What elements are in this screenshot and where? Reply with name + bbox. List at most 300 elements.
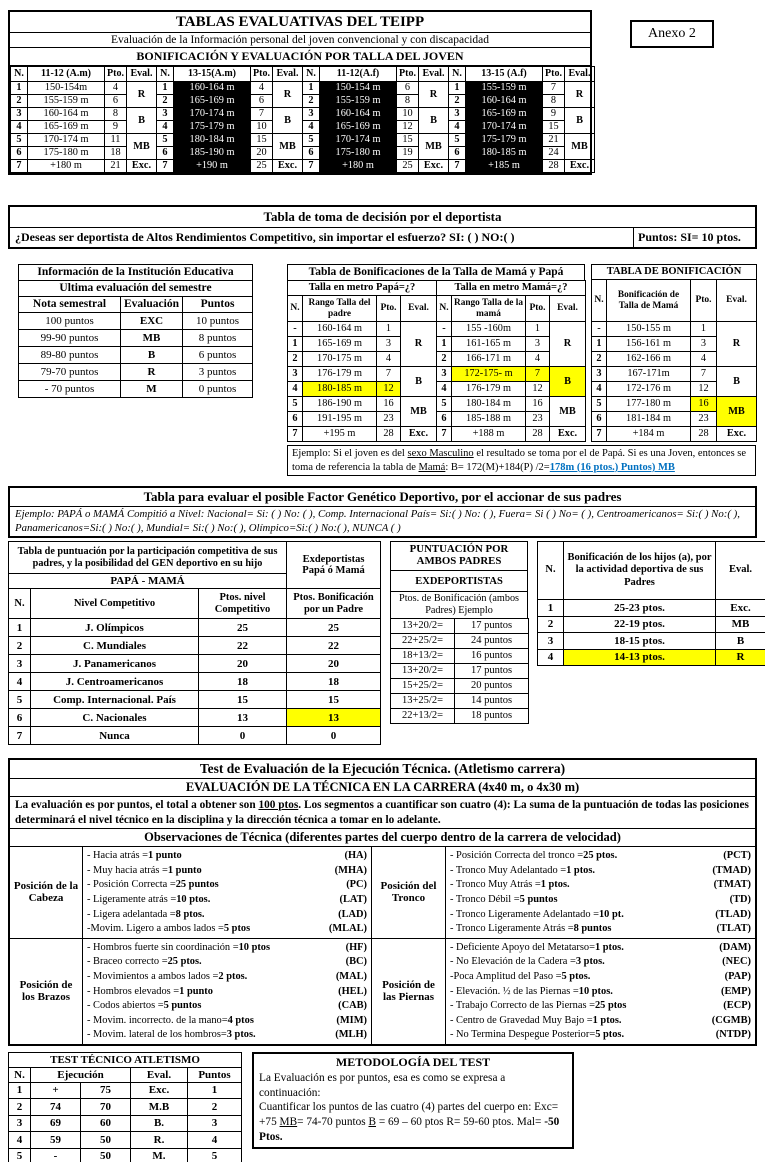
- cell-eval: R: [565, 82, 595, 108]
- cell-t: - No Elevación de la Cadera =: [450, 956, 576, 968]
- cell-t: - No Termina Despegue Posterior=: [450, 1029, 596, 1041]
- cell-n: 3: [437, 367, 452, 382]
- col-n: N.: [437, 296, 452, 322]
- cell-n: 5: [437, 397, 452, 412]
- cell-n: 2: [538, 616, 564, 633]
- cell-pto: 4: [377, 352, 401, 367]
- table-row: [9, 655, 381, 673]
- cell-n: 5: [11, 134, 28, 147]
- table-row: [288, 322, 437, 337]
- header-row: [19, 297, 253, 313]
- table-row: [449, 108, 595, 121]
- institution-title: Información de la Institución Educativa: [19, 265, 253, 281]
- label-posicion-brazos: Posición de los Brazos: [10, 939, 83, 1044]
- cell-pto: 7: [251, 108, 273, 121]
- cell-range: 185-188 m: [452, 412, 526, 427]
- institution-subtitle: Ultima evaluación del semestre: [19, 281, 253, 297]
- technique-item: [450, 849, 751, 864]
- cell-pto: 23: [377, 412, 401, 427]
- cell-eval: R: [127, 82, 157, 108]
- test-intro: [10, 797, 755, 829]
- cell-eval: R: [273, 82, 303, 108]
- label-posicion-piernas: Posición de las Piernas: [372, 939, 446, 1044]
- cell-p: 2: [188, 1099, 242, 1116]
- table-row: [592, 367, 757, 382]
- cell-range: 191-195 m: [303, 412, 377, 427]
- cell-c: (BC): [345, 956, 367, 968]
- cell-pto: 11: [105, 134, 127, 147]
- participacion-padres-table: [8, 541, 381, 745]
- col-n: N.: [9, 589, 31, 619]
- header-row: [288, 296, 437, 322]
- cell-n: 4: [11, 121, 28, 134]
- cell-pto: 15: [397, 134, 419, 147]
- cell-n: 1: [437, 337, 452, 352]
- cell-n: 5: [288, 397, 303, 412]
- factor-genetico-section: [8, 486, 757, 745]
- col-ptos-bonificacion: Ptos. Bonificación por un Padre: [287, 589, 381, 619]
- col-age: 11-12(A.f): [320, 67, 397, 82]
- cell-n: 1: [9, 1082, 31, 1099]
- col-n: N.: [538, 542, 564, 600]
- cell-pto: 8: [397, 95, 419, 108]
- cell-t: - Posición Correcta =: [87, 879, 176, 891]
- metodologia-text: [254, 1071, 572, 1144]
- cell-t: - Hombros elevados =: [87, 985, 180, 997]
- cell-n: 2: [592, 352, 607, 367]
- cell-c: (PAP): [724, 970, 751, 982]
- cell-n: -: [288, 322, 303, 337]
- cell-f: 13+20/2=: [391, 664, 455, 679]
- header-row: [538, 542, 765, 600]
- cell-b: 1 ptos.: [566, 864, 595, 876]
- factor-genetico-example: Ejemplo: PAPÁ o MAMÁ Compitió a Nivel: Nacional= Si: ( ) No: ( ), Comp. Internacional País= Si:( ) No: ( ), Fuera= Si ( ) No= ( ), Centroamericanos= Si:( ) No:( ), Panamericanos=Si:( ) No:( ), Mundial= Si:( ) No:( ), Olímpico=Si:( ) No:( ), NUNCA ( ): [8, 507, 757, 538]
- col-n: N.: [9, 1067, 31, 1082]
- cell-n: 3: [303, 108, 320, 121]
- cell-n: 1: [288, 337, 303, 352]
- cell-pto: 7: [377, 367, 401, 382]
- decision-section: [8, 205, 757, 249]
- cell-range: 160-164 m: [303, 322, 377, 337]
- cell-pto: 24: [543, 147, 565, 160]
- table-row: [288, 397, 437, 412]
- cell-n: 4: [437, 382, 452, 397]
- cell-nivel: C. Nacionales: [31, 709, 199, 727]
- table-row: [157, 82, 303, 95]
- cell-n: 4: [9, 673, 31, 691]
- cell-pto: 19: [397, 147, 419, 160]
- cell-pto: 18: [105, 147, 127, 160]
- cell-n: 3: [288, 367, 303, 382]
- cell-r: 18 puntos: [455, 709, 529, 724]
- cell-pto: 10: [397, 108, 419, 121]
- items-cabeza: [83, 847, 372, 939]
- cell-n: 3: [9, 655, 31, 673]
- talla-band-title: BONIFICACIÓN Y EVALUACIÓN POR TALLA DEL JOVEN: [10, 48, 590, 66]
- cell-f: 18+13/2=: [391, 649, 455, 664]
- table-row: [538, 649, 765, 666]
- cell-n: 2: [437, 352, 452, 367]
- metodologia-title: METODOLOGÍA DEL TEST: [335, 1054, 491, 1069]
- teipp-tables-box: [8, 10, 592, 175]
- cell-eval: MB: [419, 134, 449, 160]
- technique-item: [87, 985, 367, 1000]
- cell-range: 170-174 m: [174, 108, 251, 121]
- cell-n: 1: [592, 337, 607, 352]
- cell-n: 3: [592, 367, 607, 382]
- cell-b: 8 ptos.: [175, 908, 205, 920]
- cell-b: 1 ptos.: [540, 879, 570, 891]
- cell-puntos: 8 puntos: [183, 330, 253, 347]
- cell-t: - Movim. lateral de los hombros=: [87, 1029, 227, 1041]
- label-posicion-tronco: Posición del Tronco: [372, 847, 446, 939]
- cell-pto: 6: [251, 95, 273, 108]
- cell-eval: B: [273, 108, 303, 134]
- cell-range: 176-179 m: [303, 367, 377, 382]
- table-row: [288, 367, 437, 382]
- cell-e2: 50: [81, 1132, 131, 1149]
- cell-range: 156-161 m: [607, 337, 691, 352]
- table-row: [437, 397, 586, 412]
- cell-p2: 25: [287, 619, 381, 637]
- cell-n: 6: [592, 412, 607, 427]
- table-row: [11, 108, 157, 121]
- cell-eval: Exc.: [550, 427, 586, 442]
- cell-n: 2: [303, 95, 320, 108]
- col-pto: Pto.: [691, 280, 717, 322]
- cell-pto: 1: [377, 322, 401, 337]
- cell-pto: 3: [526, 337, 550, 352]
- cell-range: 180-184 m: [452, 397, 526, 412]
- title-row: [288, 281, 437, 296]
- col-nivel: Nivel Competitivo: [31, 589, 199, 619]
- test-tecnico-title: TEST TÉCNICO ATLETISMO: [9, 1052, 242, 1067]
- col-bonificacion-hijos: Bonificación de los hijos (a), por la actividad deportiva de sus Padres: [564, 542, 716, 600]
- cell-pto: 25: [251, 160, 273, 173]
- table-row: [157, 134, 303, 147]
- cell-r: 24 puntos: [455, 634, 529, 649]
- cell-n: 3: [9, 1115, 31, 1132]
- bonificaciones-section: [8, 264, 757, 476]
- bonificacion-hijos-table: [537, 541, 765, 666]
- cell-n: 5: [449, 134, 466, 147]
- table-row: [592, 322, 757, 337]
- cell-n: 7: [11, 160, 28, 173]
- table-row: [538, 600, 765, 617]
- talla-table-11-12-masc: [10, 66, 157, 173]
- cell-range: 155 -160m: [452, 322, 526, 337]
- cell-n: 7: [157, 160, 174, 173]
- cell-eval: MB: [121, 330, 183, 347]
- cell-p: 5: [188, 1148, 242, 1162]
- cell-pto: 12: [691, 382, 717, 397]
- technique-item: [450, 864, 751, 879]
- cell-f: 22+25/2=: [391, 634, 455, 649]
- cell-eval: Exc.: [717, 427, 757, 442]
- exdeportistas-line1: Exdeportistas: [302, 553, 365, 565]
- col-n: N.: [11, 67, 28, 82]
- cell-n: 1: [11, 82, 28, 95]
- cell-p1: 15: [199, 691, 287, 709]
- cell-p1: 18: [199, 673, 287, 691]
- cell-range: 165-169 m: [466, 108, 543, 121]
- cell-p: 1: [188, 1082, 242, 1099]
- cell-eval: Exc.: [716, 600, 765, 617]
- cell-range: 170-174 m: [28, 134, 105, 147]
- cell-pto: 25: [397, 160, 419, 173]
- observaciones-title: Observaciones de Técnica (diferentes partes del cuerpo dentro de la carrera de velocidad): [10, 829, 755, 847]
- cell-n: 4: [592, 382, 607, 397]
- cell-b: 25 ptos.: [583, 850, 618, 862]
- ptos-bonificacion-label: Ptos. de Bonificación (ambos Padres) Ejemplo: [390, 591, 528, 619]
- cell-eval: B: [419, 108, 449, 134]
- cell-puntos: 10 puntos: [183, 313, 253, 330]
- col-n: N.: [303, 67, 320, 82]
- table-row: [391, 649, 529, 664]
- table-row: [9, 727, 381, 745]
- cell-pto: 12: [377, 382, 401, 397]
- cell-p2: 22: [287, 637, 381, 655]
- cell-range: 165-169 m: [303, 337, 377, 352]
- table-row: [538, 633, 765, 650]
- cell-pto: 16: [691, 397, 717, 412]
- cell-c: (ECP): [723, 1000, 751, 1012]
- papa-table-title: Talla en metro Papá=¿?: [288, 281, 437, 296]
- cell-b: 10 ptos: [238, 941, 271, 953]
- observaciones-grid: [10, 847, 755, 1044]
- cell-p2: 20: [287, 655, 381, 673]
- title-row: [19, 265, 253, 281]
- col-age: 13-15 (A.f): [466, 67, 543, 82]
- col-pto: Pto.: [105, 67, 127, 82]
- cell-t: - Codos abiertos =: [87, 1000, 164, 1012]
- cell-eval: B: [401, 367, 437, 397]
- talla-table-13-15-masc: [156, 66, 303, 173]
- cell-r: 16 puntos: [455, 649, 529, 664]
- col-n: N.: [592, 280, 607, 322]
- cell-puntos: 6 puntos: [183, 347, 253, 364]
- cell-range: +185 m: [466, 160, 543, 173]
- cell-eval: R: [550, 322, 586, 367]
- decision-row: [10, 228, 755, 247]
- cell-eval: MB: [565, 134, 595, 160]
- col-ejecucion: Ejecución: [31, 1067, 131, 1082]
- cell-range: 170-174 m: [466, 121, 543, 134]
- cell-eval: MB: [273, 134, 303, 160]
- table-row: [437, 427, 586, 442]
- cell-b: 2 ptos.: [218, 970, 248, 982]
- cell-pto: 4: [105, 82, 127, 95]
- technique-item: [87, 999, 367, 1014]
- cell-pto: 6: [105, 95, 127, 108]
- col-eval: Eval.: [717, 280, 757, 322]
- table-row: [157, 108, 303, 121]
- cell-range: 150-155 m: [607, 322, 691, 337]
- cell-range: +190 m: [174, 160, 251, 173]
- exdeportistas-line2: Papá ó Mamá: [302, 565, 365, 577]
- anexo-label: Anexo 2: [630, 20, 714, 48]
- cell-range: 175-180 m: [28, 147, 105, 160]
- papa-mama-label: PAPÁ - MAMÁ: [9, 574, 287, 589]
- cell-b: 25 ptos: [594, 1000, 627, 1012]
- cell-range: 150-154m: [28, 82, 105, 95]
- example-text-sexo: sexo Masculino: [407, 448, 474, 459]
- institution-block: [18, 264, 253, 398]
- cell-c: (TLAD): [715, 908, 751, 920]
- cell-boni: 18-15 ptos.: [564, 633, 716, 650]
- cell-b: 1 punto: [167, 864, 202, 876]
- header-row: [11, 67, 157, 82]
- cell-range: 155-159 m: [320, 95, 397, 108]
- cell-pto: 16: [377, 397, 401, 412]
- tabla-bonificacion: [591, 264, 757, 442]
- col-eval: Eval.: [273, 67, 303, 82]
- cell-p2: 13: [287, 709, 381, 727]
- cell-range: 160-164 m: [320, 108, 397, 121]
- col-eval: Eval.: [401, 296, 437, 322]
- cell-p1: 0: [199, 727, 287, 745]
- table-row: [538, 616, 765, 633]
- cell-eval: B: [127, 108, 157, 134]
- cell-n: 3: [11, 108, 28, 121]
- cell-c: (TMAT): [713, 879, 751, 891]
- cell-range: 155-159 m: [466, 82, 543, 95]
- cell-p1: 22: [199, 637, 287, 655]
- col-pto: Pto.: [526, 296, 550, 322]
- table-row: [303, 82, 449, 95]
- cell-pto: 7: [691, 367, 717, 382]
- table-row: [449, 82, 595, 95]
- mama-table-title: Talla en metro Mamá=¿?: [437, 281, 586, 296]
- cell-eval: B: [716, 633, 765, 650]
- table-row: [9, 1115, 242, 1132]
- col-eval: Eval.: [419, 67, 449, 82]
- bonificaciones-title: Tabla de Bonificaciones de la Talla de Mamá y Papá: [287, 264, 585, 280]
- cell-pto: 8: [543, 95, 565, 108]
- cell-puntos: 3 puntos: [183, 364, 253, 381]
- cell-range: 160-164 m: [466, 95, 543, 108]
- header-row: [449, 67, 595, 82]
- talla-tables: [10, 66, 590, 173]
- col-eval: Eval.: [131, 1067, 188, 1082]
- cell-n: 5: [9, 1148, 31, 1162]
- cell-p1: 20: [199, 655, 287, 673]
- cell-f: 13+20/2=: [391, 619, 455, 634]
- cell-eval: MB: [127, 134, 157, 160]
- table-row: [11, 82, 157, 95]
- cell-n: 6: [9, 709, 31, 727]
- cell-pto: 21: [105, 160, 127, 173]
- cell-r: 14 puntos: [455, 694, 529, 709]
- cell-n: 1: [303, 82, 320, 95]
- cell-eval: R: [121, 364, 183, 381]
- cell-pto: 9: [105, 121, 127, 134]
- cell-range: +188 m: [452, 427, 526, 442]
- cell-n: 7: [303, 160, 320, 173]
- cell-n: 7: [449, 160, 466, 173]
- cell-b: 10 pt.: [598, 908, 624, 920]
- cell-b: 5 puntos: [519, 893, 558, 905]
- decision-question: ¿Deseas ser deportista de Altos Rendimientos Competitivo, sin importar el esfuerzo? SI: ( ) NO:( ): [15, 230, 515, 244]
- table-row: [391, 679, 529, 694]
- table-row: [9, 1148, 242, 1162]
- cell-t: - Posición Correcta del tronco =: [450, 850, 584, 862]
- cell-range: 175-179 m: [174, 121, 251, 134]
- cell-t: - Ligera adelantada =: [87, 908, 176, 920]
- cell-eval: Exc.: [127, 160, 157, 173]
- col-eval: Eval.: [127, 67, 157, 82]
- cell-eval: B.: [131, 1115, 188, 1132]
- page-subtitle: Evaluación de la Información personal del joven convencional y con discapacidad: [10, 33, 590, 48]
- cell-b: 10 ptos.: [176, 893, 211, 905]
- cell-eval: Exc.: [401, 427, 437, 442]
- col-pto: Pto.: [377, 296, 401, 322]
- cell-c: (PCT): [723, 850, 751, 862]
- cell-b: 25 puntos: [175, 879, 219, 891]
- table-row: [391, 634, 529, 649]
- cell-range: 180-184 m: [174, 134, 251, 147]
- cell-n: 5: [303, 134, 320, 147]
- cell-pto: 12: [526, 382, 550, 397]
- cell-pto: 7: [526, 367, 550, 382]
- cell-t: -Movim. Ligero a ambos lados =: [87, 923, 224, 935]
- technique-item: [87, 970, 367, 985]
- subtitle-row: [19, 281, 253, 297]
- technique-item: [450, 908, 751, 923]
- bonificacion-table-title: TABLA DE BONIFICACIÓN: [592, 265, 757, 280]
- ambos-padres-title: PUNTUACIÓN POR AMBOS PADRES: [390, 541, 528, 571]
- cell-t: - Movimientos a ambos lados =: [87, 970, 219, 982]
- cell-n: 6: [157, 147, 174, 160]
- cell-c: (CGMB): [711, 1014, 751, 1026]
- table-row: [391, 709, 529, 724]
- technique-item: [450, 955, 751, 970]
- col-pto: Pto.: [397, 67, 419, 82]
- cell-range: +180 m: [28, 160, 105, 173]
- cell-eval: Exc.: [131, 1082, 188, 1099]
- table-row: [391, 694, 529, 709]
- table-row: [9, 637, 381, 655]
- technique-item: [87, 878, 367, 893]
- table-row: [303, 108, 449, 121]
- cell-t: - Movim. incorrecto. de la mano=: [87, 1014, 228, 1026]
- table-row: [592, 397, 757, 412]
- cell-n: 7: [592, 427, 607, 442]
- cell-eval: Exc.: [273, 160, 303, 173]
- cell-eval: R: [717, 322, 757, 367]
- cell-pto: 8: [105, 108, 127, 121]
- col-eval: Eval.: [716, 542, 765, 600]
- example-text-2: el resultado se toma por el de Papá. Si es una Joven, entonces se toma de referencia la tabla de: [292, 448, 747, 473]
- cell-eval: MB: [716, 616, 765, 633]
- col-n: N.: [288, 296, 303, 322]
- test-tecnica-title: Test de Evaluación de la Ejecución Técnica. (Atletismo carrera): [10, 760, 755, 779]
- cell-b: 1 punto: [147, 850, 182, 862]
- cell-n: 3: [449, 108, 466, 121]
- table-row: [437, 322, 586, 337]
- cell-n: 2: [449, 95, 466, 108]
- cell-nivel: Nunca: [31, 727, 199, 745]
- cell-nota: - 70 puntos: [19, 381, 121, 398]
- table-row: [303, 134, 449, 147]
- cell-pto: 3: [691, 337, 717, 352]
- puntuacion-ambos-padres: [390, 541, 528, 724]
- title-row: [9, 1052, 242, 1067]
- cell-pto: 28: [526, 427, 550, 442]
- table-row: [303, 160, 449, 173]
- cell-range: 155-159 m: [28, 95, 105, 108]
- cell-c: (TMAD): [712, 864, 751, 876]
